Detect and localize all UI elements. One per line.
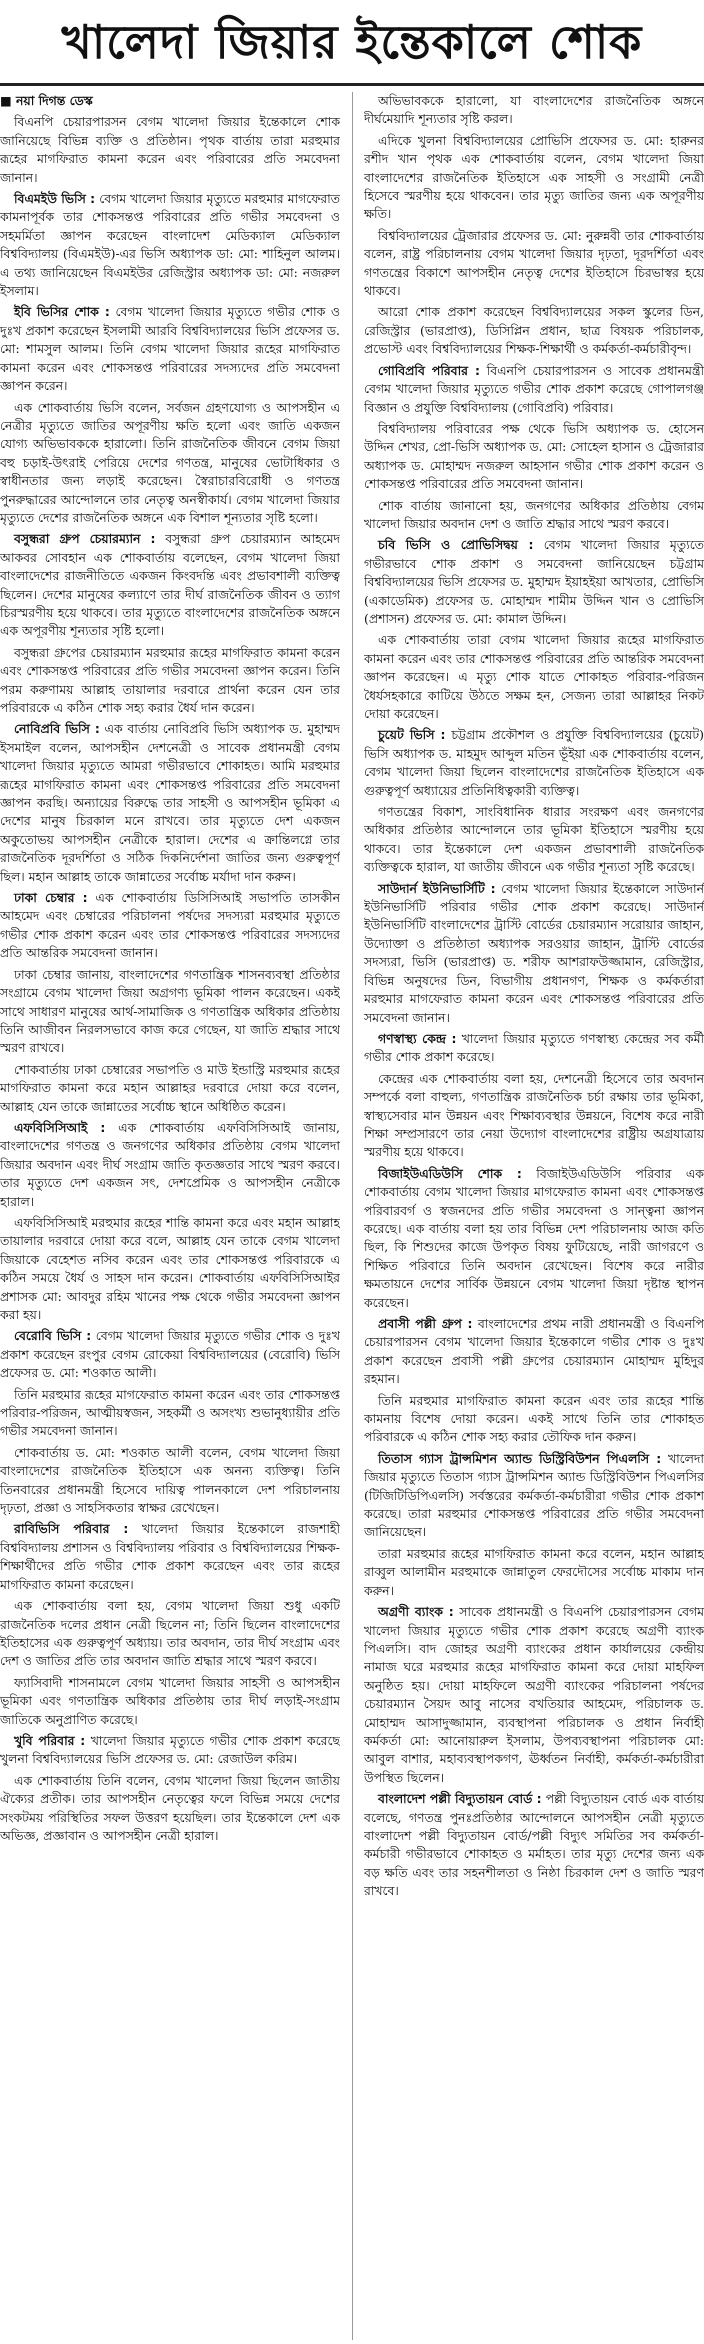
paragraph-text: আরো শোক প্রকাশ করেছেন বিশ্ববিদ্যালয়ের সকল স্কুলের ডিন, রেজিস্ট্রার (ভারপ্রাপ্ত), ডিসিপ্লিন প্রধান, ছাত্র বিষয়ক পরিচালক, প্রভোস্ট এবং বিশ্ববিদ্যালয়ের শিক্ষক-শিক্ষার্থী ও কর্মকর্তা-কর্মচারীবৃন্দ। xyxy=(364,304,704,357)
paragraph-text: শোক বার্তায় জানানো হয়, জনগণের অধিকার প্রতিষ্ঠায় বেগম খালেদা জিয়ার অবদান দেশ ও জাতি শ্রদ্ধার সাথে স্মরণ করবে। xyxy=(364,497,704,531)
article-paragraph xyxy=(0,1520,340,1594)
article-paragraph xyxy=(364,1030,704,1067)
article-paragraph xyxy=(0,113,340,187)
subhead: খুবি পরিবার : xyxy=(14,1732,86,1748)
paragraph-text: এক শোকবার্তায় তারা বেগম খালেদা জিয়ার রূহের মাগফিরাত কামনা করেন এবং তার শোকসন্তপ্ত পরিবারের প্রতি আন্তরিক সমবেদনা জ্ঞাপন করেছেন। এ মৃত্যু শোক যাতে শোকাহত পরিবার-পরিজন ধৈর্যসহকারে কাটিয়ে উঠতে সক্ষম হন, সেজন্য তারা আল্লাহর নিকট দোয়া করেছেন। xyxy=(364,632,704,721)
article-paragraph xyxy=(364,362,704,417)
paragraph-text: খালেদা জিয়ার মৃত্যুতে গণস্বাস্থ্য কেন্দ্রের সব কর্মী গভীর শোক প্রকাশ করেছে। xyxy=(364,1030,704,1065)
article-paragraph xyxy=(0,644,340,718)
paragraph-text: বিশ্ববিদ্যালয় পরিবারের পক্ষ থেকে ভিসি অধ্যাপক ড. হোসেন উদ্দিন শেখর, প্রো-ভিসি অধ্যাপক ড. মো: সোহেল হাসান ও ট্রেজারার অধ্যাপক ড. মোহাম্মদ নজরুল আহসান গভীর শোক প্রকাশ করেন ও শোকসন্তপ্ত পরিবারের প্রতি সমবেদনা জানান। xyxy=(364,420,704,492)
byline-paragraph xyxy=(0,92,340,110)
article-paragraph xyxy=(0,530,340,640)
paragraph-text: বেগম খালেদা জিয়ার মৃত্যুতে মরহুমার মাগফেরাত কামনাপূর্বক তার শোকসন্তপ্ত পরিবারের প্রতি গভীর সমবেদনা ও সহমর্মিতা জ্ঞাপন করেছেন বাংলাদেশ মেডিক্যাল মেডিক্যাল বিশ্ববিদ্যালয় (বিএমইউ)-এর ভিসি অধ্যাপক ডা: মো: শাহিনুল আলম। এ তথ্য জানিয়েছেন বিএমইউর রেজিস্ট্রার অধ্যাপক ডা: মো: নজরুল ইসলাম। xyxy=(0,191,340,299)
subhead: প্রবাসী পল্লী গ্রুপ : xyxy=(378,1316,473,1331)
paragraph-text: বসুন্ধরা গ্রুপের চেয়ারম্যান মরহুমার রূহের মাগফিরাত কামনা করেন এবং শোকসন্তপ্ত পরিবারের প্রতি গভীর সমবেদনা জ্ঞাপন করেন। তিনি পরম করুণাময় আল্লাহ তায়ালার দরবারে প্রার্থনা করেন যেন তার পরিবারকে এ কঠিন শোক সহ্য করার ধৈর্য দান করেন। xyxy=(0,644,340,715)
paragraph-text: বেগম খালেদা জিয়ার মৃত্যুতে গভীর শোক ও দুঃখ প্রকাশ করেছেন রংপুর বেগম রোকেয়া বিশ্ববিদ্যালয়ের (বেরোবি) ভিসি প্রফেসর ড. মো: শওকাত আলী। xyxy=(0,1328,340,1381)
paragraph-text: এক শোকবার্তায় তিনি বলেন, বেগম খালেদা জিয়া ছিলেন জাতীয় ঐক্যের প্রতীক। তার আপসহীন নেতৃত্বের ফলে বিভিন্ন সময়ে দেশের সংকটময় পরিস্থিতির সফল উত্তরণ হয়েছিল। তার ইন্তেকালে দেশ এক অভিজ্ঞ, প্রজ্ঞাবান ও আপসহীন নেত্রী হারাল। xyxy=(0,1772,340,1843)
paragraph-text: কেন্দ্রের এক শোকবার্তায় বলা হয়, দেশনেত্রী হিসেবে তার অবদান সম্পর্কে বলা বাহুল্য, গণতান্ত্রিক রাজনৈতিক চর্চা রক্ষায় তার ভূমিকা, স্বাস্থ্যসেবার মান উন্নয়ন এবং শিক্ষাব্যবস্থার উন্নয়নে, বিশেষ করে নারী শিক্ষা সম্প্রসারণে তার নেয়া উদ্যোগ বাংলাদেশের রাষ্ট্রীয় অগ্রযাত্রায় স্মরণীয় হয়ে থাকবে। xyxy=(364,1070,704,1160)
paragraph-text: বিজাইউএডিউসি পরিবার এক শোকবার্তায় বেগম খালেদা জিয়ার মাগফেরাত কামনা এবং শোকসন্তপ্ত পরিবারবর্গ ও স্বজনদের প্রতি গভীর সমবেদনা ও সান্ত্বনা জ্ঞাপন করেছে। এক বার্তায় বলা হয় তার বিভিন্ন দেশ পরিচালনায় আজ কতি ছিল, কি শিশুদের কাজে উপকৃত বিষয় ফুটিয়েছে, নারী জাগরণে ও শিক্ষিত পরিবারে তিনি অবদান রেখেছেন। বিশেষ করে নারীর ক্ষমতায়নে দেশের সার্বিক উন্নয়নে বেগম খালেদা জিয়া দৃষ্টান্ত স্থাপন করেছেন। xyxy=(364,1165,704,1310)
article-paragraph xyxy=(364,726,704,800)
paragraph-text: পল্লী বিদ্যুতায়ন বোর্ড এক বার্তায় বলেছে, গণতন্ত্র পুনঃপ্রতিষ্ঠার আন্দোলনে আপসহীন নেত্রী মৃত্যুতে বাংলাদেশ পল্লী বিদ্যুতায়ন বোর্ড/পল্লী বিদ্যুৎ সমিতির সব কর্মকর্তা-কর্মচারী গভীরভাবে শোকাহত ও মর্মাহত। তার মৃত্যু দেশের জন্য এক বড় ক্ষতি এবং তার সহনশীলতা ও নিষ্ঠা চিরকাল দেশ ও জাতি স্মরণ রাখবে। xyxy=(364,1791,704,1899)
subhead: বিজাইউএডিউসি শোক : xyxy=(378,1165,522,1181)
paragraph-text: বেগম খালেদা জিয়ার মৃত্যুতে গভীরভাবে শোক প্রকাশ ও সমবেদনা জানিয়েছেন চট্টগ্রাম বিশ্ববিদ্যালয়ের ভিসি প্রফেসর ড. মুহাম্মদ ইয়াহইয়া আখতার, প্রোভিসি (একাডেমিক) প্রফেসর ড. মোহাম্মদ শামীম উদ্দিন খান ও প্রোভিসি (প্রশাসন) প্রফেসর ড. মো: কামাল উদ্দিন। xyxy=(364,537,704,626)
article-paragraph xyxy=(0,966,340,1058)
subhead: ঢাকা চেম্বার : xyxy=(14,890,88,906)
paragraph-text: বিশ্ববিদ্যালয়ের ট্রেজারার প্রফেসর ড. মো: নুরুন্নবী তার শোকবার্তায় বলেন, রাষ্ট্র পরিচালনায় বেগম খালেদা জিয়ার দৃঢ়তা, দূরদর্শিতা এবং গণতন্ত্রের বিকাশে আপসহীন নেতৃত্ব দেশের ইতিহাসে চিরভাস্বর হয়ে থাকবে। xyxy=(364,227,704,299)
article-paragraph xyxy=(364,92,704,129)
article-paragraph xyxy=(0,1444,340,1518)
subhead: বেরোবি ভিসি : xyxy=(14,1328,92,1344)
paragraph-text: ঢাকা চেম্বার জানায়, বাংলাদেশের গণতান্ত্রিক শাসনব্যবস্থা প্রতিষ্ঠার সংগ্রামে বেগম খালেদা জিয়া অগ্রগণ্য ভূমিকা পালন করেছেন। একই সাথে সাধারণ মানুষের আর্থ-সামাজিক ও গণতান্ত্রিক অধিকার প্রতিষ্ঠায় তিনি আজীবন নিরলসভাবে কাজ করে গেছেন, যা জাতি শ্রদ্ধার সাথে স্মরণ রাখবে। xyxy=(0,966,340,1056)
article-paragraph xyxy=(0,303,340,395)
subhead: চুয়েট ভিসি : xyxy=(378,727,446,743)
paragraph-text: এফবিসিসিআই মরহুমার রূহের শান্তি কামনা করে এবং মহান আল্লাহ তায়ালার দরবারে দোয়া করে বলে, আল্লাহ যেন তাকে বেগম খালেদা জিয়াকে বেহেশত নসিব করেন এবং তার শোকসন্তপ্ত পরিবারকে এ কঠিন সময়ে ধৈর্য ও সাহস দান করেন। শোকবার্তায় এফবিসিসিআইর প্রশাসক মো: আবদুর রহিম খানের পক্ষ থেকে গভীর সমবেদনা জ্ঞাপন করা হয়। xyxy=(0,1214,340,1322)
subhead: চবি ভিসি ও প্রোভিসিদ্বয় : xyxy=(378,537,534,553)
subhead: অগ্রণী ব্যাংক : xyxy=(378,1604,454,1620)
article-paragraph xyxy=(364,227,704,301)
article-paragraph xyxy=(364,1545,704,1600)
subhead: বিএমইউ ভিসি : xyxy=(14,191,96,207)
article-paragraph xyxy=(0,720,340,886)
article-paragraph xyxy=(0,190,340,300)
paragraph-text: তারা মরহুমার রূহের মাগফিরাত কামনা করে বলেন, মহান আল্লাহ রাব্বুল আলামীন মরহুমাকে জান্নাতুল ফেরদৌসের সর্বোচ্চ মাকাম দান করুন। xyxy=(364,1545,704,1598)
article-paragraph xyxy=(364,1603,704,1787)
paragraph-text: বেগম খালেদা জিয়ার ইন্তেকালে সাউদার্ন ইউনিভার্সিটি পরিবার গভীর শোক প্রকাশ করেছে। সাউদার্ন ইউনিভার্সিটি বাংলাদেশের ট্রাস্টি বোর্ডের চেয়ারম্যান সরোয়ার জাহান, উদ্যোক্তা ও প্রতিষ্ঠাতা অধ্যাপক সরওয়ার জাহান, ট্রাস্টি বোর্ডের সদস্যরা, ভিসি (ভারপ্রাপ্ত) ড. শরীফ আশরাফউজ্জামান, রেজিস্ট্রার, বিভিন্ন অনুষদের ডিন, বিভাগীয় প্রধানগণ, শিক্ষক ও কর্মকর্তারা মরহুমার মাগফেরাত কামনা করেন এবং শোকসন্তপ্ত পরিবারের প্রতি সমবেদনা জানান। xyxy=(364,880,704,1025)
article-paragraph xyxy=(364,631,704,723)
paragraph-text: অভিভাবককে হারালো, যা বাংলাদেশের রাজনৈতিক অঙ্গনে দীর্ঘমেয়াদি শূন্যতার সৃষ্টি করল। xyxy=(364,93,704,127)
article-paragraph xyxy=(0,1214,340,1324)
article-paragraph xyxy=(364,420,704,494)
paragraph-text: খালেদা জিয়ার ইন্তেকালে রাজশাহী বিশ্ববিদ্যালয় প্রশাসন ও বিশ্ববিদ্যালয় পরিবার ও বিশ্ববিদ্যালয়ের শিক্ষক-শিক্ষার্থীদের প্রতি গভীর শোক প্রকাশ করেছেন এবং তার রূহের মাগফিরাত কামনা করেছেন। xyxy=(0,1521,340,1592)
paragraph-text: বিএনপি চেয়ারপারসন ও সাবেক প্রধানমন্ত্রী বেগম খালেদা জিয়ার মৃত্যুতে গভীর শোক প্রকাশ করেছে গোপালগঞ্জ বিজ্ঞান ও প্রযুক্তি বিশ্ববিদ্যালয় (গোবিপ্রবি) পরিবার। xyxy=(364,362,704,415)
paragraph-text: শোকবার্তায় ঢাকা চেম্বারের সভাপতি ও মাউ ইন্ডাস্ট্রি মরহুমার রূহের মাগফিরাত কামনা করে মহান আল্লাহর দরবারে দোয়া করে বলেন, আল্লাহ যেন তাকে জান্নাতের সর্বোচ্চ স্থানে অধিষ্ঠিত করেন। xyxy=(0,1061,340,1114)
article-paragraph xyxy=(0,399,340,528)
paragraph-text: ফ্যাসিবাদী শাসনামলে বেগম খালেদা জিয়ার সাহসী ও আপসহীন ভূমিকা এবং গণতান্ত্রিক অধিকার প্রতিষ্ঠায় তার দীর্ঘ লড়াই-সংগ্রাম জাতিকে অনুপ্রাণিত করেছে। xyxy=(0,1674,340,1727)
paragraph-text: এক শোকবার্তায় এফবিসিসিআই জানায়, বাংলাদেশের গণতন্ত্র ও জনগণের অধিকার প্রতিষ্ঠায় বেগম খালেদা জিয়ার অবদান এবং দীর্ঘ সংগ্রাম জাতি কৃতজ্ঞতার সাথে স্মরণ করবে। তার মৃত্যুতে দেশ একজন সৎ, দেশপ্রেমিক ও আপসহীন নেত্রীকে হারাল। xyxy=(0,1119,340,1209)
paragraph-text: বেগম খালেদা জিয়ার মৃত্যুতে গভীর শোক ও দুঃখ প্রকাশ করেছেন ইসলামী আরবি বিশ্ববিদ্যালয়ের ভিসি প্রফেসর ড. মো: শামসুল আলম। তিনি বেগম খালেদা জিয়ার রূহের মাগফিরাত কামনা করেন এবং শোকসন্তপ্ত পরিবারের সদস্যদের প্রতি সমবেদনা জ্ঞাপন করেন। xyxy=(0,304,340,394)
paragraph-text: এক শোকবার্তায় ডিসিসিআই সভাপতি তাসকীন আহমেদ এবং চেম্বারের পরিচালনা পর্ষদের সদস্যরা মরহুমার মৃত্যুতে গভীর শোক প্রকাশ করেন এবং তার শোকসন্তপ্ত পরিবারের সদস্যদের প্রতি আন্তরিক সমবেদনা জানান। xyxy=(0,890,340,961)
article-paragraph xyxy=(364,880,704,1027)
article-paragraph xyxy=(364,1315,704,1389)
paragraph-text: সাবেক প্রধানমন্ত্রী ও বিএনপি চেয়ারপারসন বেগম খালেদা জিয়ার মৃত্যুতে গভীর শোক প্রকাশ করেছে অগ্রণী ব্যাংক পিএলসি। বাদ জোহর অগ্রণী ব্যাংকের প্রধান কার্যালয়ের কেন্দ্রীয় নামাজ ঘরে মরহুমার রূহের মাগফিরাত কামনা করে দোয়া মাহফিল অনুষ্ঠিত হয়। দোয়া মাহফিলে অগ্রণী ব্যাংকের পরিচালনা পর্ষদের চেয়ারম্যান সৈয়দ আবু নাসের বখতিয়ার আহমেদ, পরিচালক ড. মোহাম্মদ আসাদুজ্জামান, ব্যবস্থাপনা পরিচালক ও প্রধান নির্বাহী কর্মকর্তা মো: আনোয়ারুল ইসলাম, উপব্যবস্থাপনা পরিচালক মো: আবুল বাশার, মহাব্যবস্থাপকগণ, ঊর্ধ্বতন নির্বাহী, কর্মকর্তা-কর্মচারীরা উপস্থিত ছিলেন। xyxy=(364,1604,704,1785)
paragraph-text: চট্টগ্রাম প্রকৌশল ও প্রযুক্তি বিশ্ববিদ্যালয়ের (চুয়েট) ভিসি অধ্যাপক ড. মাহমুদ আব্দুল মতিন ভূঁইয়া এক শোকবার্তায় বলেন, বেগম খালেদা জিয়া ছিলেন বাংলাদেশের রাজনৈতিক ইতিহাসে এক গুরুত্বপূর্ণ অধ্যায়ের প্রতিনিধিত্বকারী ব্যক্তিত্ব। xyxy=(364,727,704,798)
article-paragraph xyxy=(0,1119,340,1211)
article-paragraph xyxy=(364,497,704,534)
article-paragraph xyxy=(364,1165,704,1312)
article-paragraph xyxy=(0,1327,340,1382)
subhead: তিতাস গ্যাস ট্রান্সমিশন অ্যান্ড ডিস্ট্রিবিউশন পিএলসি : xyxy=(378,1450,662,1466)
paragraph-text: বাংলাদেশের প্রথম নারী প্রধানমন্ত্রী ও বিএনপি চেয়ারপারসন বেগম খালেদা জিয়ার ইন্তেকালে গভীর শোক ও দুঃখ প্রকাশ করেছেন প্রবাসী পল্লী গ্রুপের চেয়ারম্যান মোহাম্মদ মুহিদুর রহমান। xyxy=(364,1316,704,1387)
article-paragraph xyxy=(364,1450,704,1542)
paragraph-text: বসুন্ধরা গ্রুপ চেয়ারম্যান আহমেদ আকবর সোবহান এক শোকবার্তায় বলেছেন, বেগম খালেদা জিয়া বাংলাদেশের রাজনীতিতে একজন কিংবদন্তি এবং প্রভাবশালী ব্যক্তিত্ব ছিলেন। দেশের মানুষের কল্যাণে তার দীর্ঘ রাজনৈতিক জীবন ও ত্যাগ চিরস্মরণীয় হয়ে থাকবে। তার মৃত্যুতে বাংলাদেশের রাজনৈতিক অঙ্গনে এক অপূরণীয় শূন্যতার সৃষ্টি হলো। xyxy=(0,531,340,639)
article-paragraph xyxy=(364,803,704,877)
subhead: এফবিসিসিআই : xyxy=(14,1119,106,1135)
article-paragraph xyxy=(0,1386,340,1441)
paragraph-text: এক বার্তায় নোবিপ্রবি ভিসি অধ্যাপক ড. মুহাম্মদ ইসমাইল বলেন, আপসহীন দেশনেত্রী ও সাবেক প্রধানমন্ত্রী বেগম খালেদা জিয়ার মৃত্যুতে আমরা গভীরভাবে শোকাহত। আমি মরহুমার রূহের মাগফিরাত কামনা এবং শোকসন্তপ্ত পরিবারের প্রতি সমবেদনা জ্ঞাপন করছি। অন্যায়ের বিরুদ্ধে তার সাহসী ও আপসহীন ভূমিকা এ দেশের মানুষ চিরকাল মনে রাখবে। তার মৃত্যুতে দেশ একজন অকুতোভয় আপসহীন নেত্রীকে হারাল। দেশের এ ক্রান্তিলগ্নে তার রাজনৈতিক দূরদর্শিতা ও সঠিক দিকনির্দেশনা জাতির জন্য গুরুত্বপূর্ণ ছিল। মহান আল্লাহ তাকে জান্নাতের সর্বোচ্চ মর্যাদা দান করুন। xyxy=(0,721,340,884)
subhead: রাবিভিসি পরিবার : xyxy=(14,1521,129,1537)
subhead: বসুন্ধরা গ্রুপ চেয়ারম্যান : xyxy=(14,531,156,547)
article-paragraph xyxy=(364,132,704,224)
article-paragraph xyxy=(364,1392,704,1447)
article-paragraph xyxy=(364,1790,704,1900)
paragraph-text: এদিকে খুলনা বিশ্ববিদ্যালয়ের প্রোভিসি প্রফেসর ড. মো: হারুনর রশীদ খান পৃথক এক শোকবার্তায় বলেন, বেগম খালেদা জিয়া বাংলাদেশের রাজনৈতিক ইতিহাসে এক সাহসী ও সংগ্রামী নেত্রী হিসেবে স্মরণীয় হয়ে থাকবেন। তার মৃত্যু জাতির জন্য এক অপূরণীয় ক্ষতি। xyxy=(364,132,704,222)
article-paragraph xyxy=(0,1061,340,1116)
subhead: ইবি ভিসির শোক : xyxy=(14,304,110,320)
article-paragraph xyxy=(0,1674,340,1729)
left-column xyxy=(0,92,340,2340)
paragraph-text: শোকবার্তায় ড. মো: শওকাত আলী বলেন, বেগম খালেদা জিয়া বাংলাদেশের রাজনৈতিক ইতিহাসে এক অনন্য ব্যক্তিত্ব। তিনি তিনবারের প্রধানমন্ত্রী হিসেবে দায়িত্ব পালনকালে দেশ পরিচালনায় দৃঢ়তা, প্রজ্ঞা ও সাহসিকতার স্বাক্ষর রেখেছেন। xyxy=(0,1444,340,1516)
paragraph-text: বিএনপি চেয়ারপারসন বেগম খালেদা জিয়ার ইন্তেকালে শোক জানিয়েছে বিভিন্ন ব্যক্তি ও প্রতিষ্ঠান। পৃথক বার্তায় তারা মরহুমার রূহের মাগফিরাত কামনা করেন এবং পরিবারের প্রতি সমবেদনা জানান। xyxy=(0,114,340,185)
headline-banner xyxy=(0,0,704,86)
article-paragraph xyxy=(0,1732,340,1769)
headline: খালেদা জিয়ার ইন্তেকালে শোক xyxy=(61,14,643,69)
article-paragraph xyxy=(0,1597,340,1671)
paragraph-text: তিনি মরহুমার রূহের মাগফেরাত কামনা করেন এবং তার শোকসন্তপ্ত পরিবার-পরিজন, আত্মীয়স্বজন, সহকর্মী ও অসংখ্য শুভানুধ্যায়ীর প্রতি গভীর সমবেদনা জানান। xyxy=(0,1386,340,1439)
article-paragraph xyxy=(0,1772,340,1846)
subhead: নোবিপ্রবি ভিসি : xyxy=(14,721,100,737)
paragraph-text: এক শোকবার্তায় বলা হয়, বেগম খালেদা জিয়া শুধু একটি রাজনৈতিক দলের প্রধান নেত্রী ছিলেন না; তিনি ছিলেন বাংলাদেশের ইতিহাসের এক গুরুত্বপূর্ণ অধ্যায়। তার অবদান, তার দীর্ঘ সংগ্রাম এবং দেশ ও জাতির প্রতি তার অবদান জাতি শ্রদ্ধার সাথে স্মরণ করবে। xyxy=(0,1598,340,1669)
column-divider xyxy=(352,92,353,2340)
subhead: বাংলাদেশ পল্লী বিদ্যুতায়ন বোর্ড : xyxy=(378,1791,542,1807)
paragraph-text: এক শোকবার্তায় ভিসি বলেন, সর্বজন গ্রহণযোগ্য ও আপসহীন এ নেত্রীর মৃত্যুতে জাতির অপূরণীয় ক্ষতি হলো এবং জাতি একজন যোগ্য অভিভাবককে হারালো। তিনি রাজনৈতিক জীবনে বেগম জিয়া বহু চড়াই-উৎরাই পেরিয়ে দেশের গণতন্ত্র, মানুষের ভোটাধিকার ও স্বাধীনতার জন্য লড়াই করেছেন। স্বৈরাচারবিরোধী ও গণতন্ত্র পুনরুদ্ধারের আন্দোলনে তার নেতৃত্ব অনস্বীকার্য। বেগম খালেদা জিয়ার মৃত্যুতে দেশের রাজনৈতিক অঙ্গনে এক বিশাল শূন্যতার সৃষ্টি হলো। xyxy=(0,399,340,525)
paragraph-text: খালেদা জিয়ার মৃত্যুতে গভীর শোক প্রকাশ করেছে খুলনা বিশ্ববিদ্যালয়ের ভিসি প্রফেসর ড. মো: রেজাউল করিম। xyxy=(0,1732,340,1767)
paragraph-text: খালেদা জিয়ার মৃত্যুতে তিতাস গ্যাস ট্রান্সমিশন অ্যান্ড ডিস্ট্রিবিউশন পিএলসির (টিজিটিডিপিএলসি) সর্বস্তরের কর্মকর্তা-কর্মচারীরা গভীর শোক প্রকাশ করেছে। তারা মরহুমার শোকসন্তপ্ত পরিবারের প্রতি গভীর সমবেদনা জানিয়েছেন। xyxy=(364,1450,704,1540)
subhead: গণস্বাস্থ্য কেন্দ্র : xyxy=(378,1030,457,1046)
paragraph-text: তিনি মরহুমার মাগফিরাত কামনা করেন এবং তার রূহের শান্তি কামনায় বিশেষ দোয়া করেন। একই সাথে তিনি তার শোকাহত পরিবারকে এ কঠিন শোক সহ্য করার তৌফিক দান করুন। xyxy=(364,1392,704,1445)
right-column xyxy=(364,92,704,2340)
article-paragraph xyxy=(364,1070,704,1162)
paragraph-text: গণতন্ত্রের বিকাশ, সাংবিধানিক ধারার সংরক্ষণ এবং জনগণের অধিকার প্রতিষ্ঠার আন্দোলনে তার ভূমিকা ইতিহাসে স্মরণীয় হয়ে থাকবে। তার ইন্তেকালে দেশ একজন প্রভাবশালী রাজনৈতিক ব্যক্তিত্বকে হারাল, যা জাতীয় জীবনে এক গভীর শূন্যতা সৃষ্টি করেছে। xyxy=(364,804,704,875)
article-paragraph xyxy=(364,303,704,358)
byline: ■ নয়া দিগন্ত ডেস্ক xyxy=(0,93,93,108)
article-body xyxy=(0,92,704,2340)
article-paragraph xyxy=(0,889,340,963)
subhead: সাউদার্ন ইউনিভার্সিটি : xyxy=(378,880,496,896)
subhead: গোবিপ্রবি পরিবার : xyxy=(378,362,480,378)
article-paragraph xyxy=(364,536,704,628)
